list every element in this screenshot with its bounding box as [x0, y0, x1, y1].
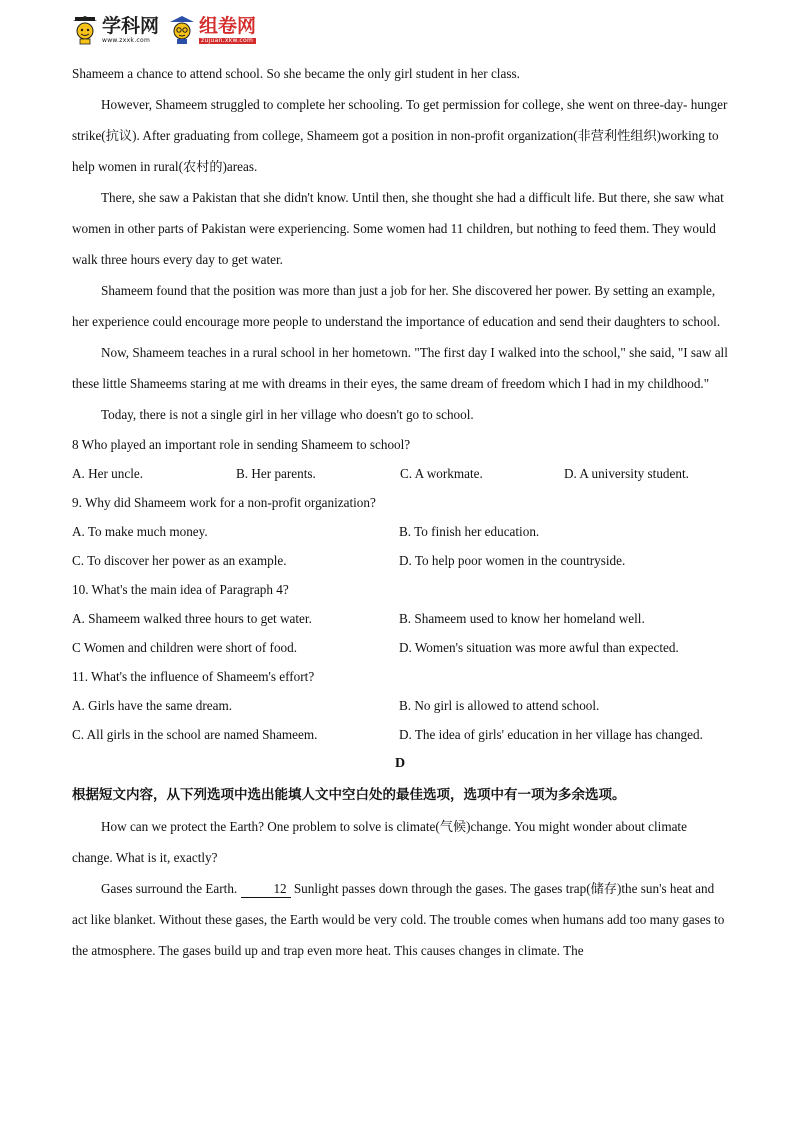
option: C Women and children were short of food. [72, 640, 298, 655]
passage-paragraph: Shameem found that the position was more than just a job for her. She discovered her power. By setting an example, her experience could encourage more people to understand the importance of education and send their daughters to school. [72, 283, 721, 329]
passage-paragraph: Today, there is not a single girl in her village who doesn't go to school. [101, 407, 474, 422]
question-stem: 10. What's the main idea of Paragraph 4? [72, 582, 289, 597]
passage-paragraph: However, Shameem struggled to complete her schooling. To get permission for college, she went on three-day- hunger strike(抗议). After graduating from college, Shameem got a position in non-profit organization(非营利性组织)working to help women in rural(农村的)areas. [72, 97, 728, 174]
section-instruction: 根据短文内容，从下列选项中选出能填人文中空白处的最佳选项，选项中有一项为多余选项。 [72, 787, 626, 803]
option: A. To make much money. [72, 524, 208, 539]
option: B. Her parents. [236, 466, 316, 481]
question-stem: 9. Why did Shameem work for a non-profit organization? [72, 495, 376, 510]
option: C. A workmate. [400, 466, 483, 481]
question-options [72, 517, 728, 546]
option: C. To discover her power as an example. [72, 553, 287, 568]
graduate-mascot-icon [72, 15, 98, 45]
option: B. To finish her education. [399, 524, 540, 539]
option: B. No girl is allowed to attend school. [399, 698, 600, 713]
paragraph-text: Sunlight passes down through the gases. The gases trap(储存)the sun's heat and act like blanket. Without these gases, the Earth would be very cold. The trouble comes when humans add too many gases to the atmosphere. The gases build up and trap even more heat. This causes changes in climate. The [72, 881, 725, 958]
passage-paragraph: There, she saw a Pakistan that she didn't know. Until then, she thought she had a difficult life. But there, she saw what women in other parts of Pakistan were experiencing. Some women had 11 children, but nothing to feed them. They would walk three hours every day to get water. [72, 190, 724, 267]
passage-paragraph: How can we protect the Earth? One problem to solve is climate(气候)change. You might wonder about climate change. What is it, exactly? [72, 819, 687, 865]
option: A. Shameem walked three hours to get water. [72, 611, 312, 626]
option: D. To help poor women in the countryside. [399, 553, 626, 568]
page-header [72, 10, 256, 50]
option: D. A university student. [564, 466, 689, 481]
logo-title: 组卷网 [199, 14, 257, 37]
question-options [72, 459, 728, 488]
zujuan-logo [169, 15, 256, 45]
zxxk-logo [72, 15, 159, 45]
option: D. The idea of girls' education in her village has changed. [399, 727, 703, 742]
question-options [72, 604, 728, 633]
option: D. Women's situation was more awful than expected. [399, 640, 679, 655]
option: C. All girls in the school are named Shameem. [72, 727, 318, 742]
question-options [72, 546, 728, 575]
question-stem: 11. What's the influence of Shameem's effort? [72, 669, 315, 684]
option: A. Girls have the same dream. [72, 698, 233, 713]
question-stem: 8 Who played an important role in sending Shameem to school? [72, 437, 411, 452]
logo-title: 学科网 [102, 14, 160, 37]
answer-blank: 12 [241, 881, 291, 898]
paragraph-text: Gases surround the Earth. [101, 881, 241, 896]
question-options [72, 691, 728, 720]
logo-url: zujuan.xkw.com [199, 38, 256, 44]
option: A. Her uncle. [72, 466, 144, 481]
question-options [72, 720, 728, 749]
logo-url: www.zxxk.com [102, 36, 151, 44]
passage-paragraph [72, 873, 728, 966]
passage-paragraph: Shameem a chance to attend school. So she became the only girl student in her class. [72, 66, 520, 81]
student-mascot-icon [169, 15, 195, 45]
question-options [72, 633, 728, 662]
document-body [72, 58, 728, 966]
option: B. Shameem used to know her homeland well. [399, 611, 645, 626]
section-title: D [394, 756, 406, 771]
passage-paragraph: Now, Shameem teaches in a rural school in her hometown. "The first day I walked into the school," she said, "I saw all these little Shameems staring at me with dreams in their eyes, the same dream of freedom which I had in my childhood." [72, 345, 728, 391]
